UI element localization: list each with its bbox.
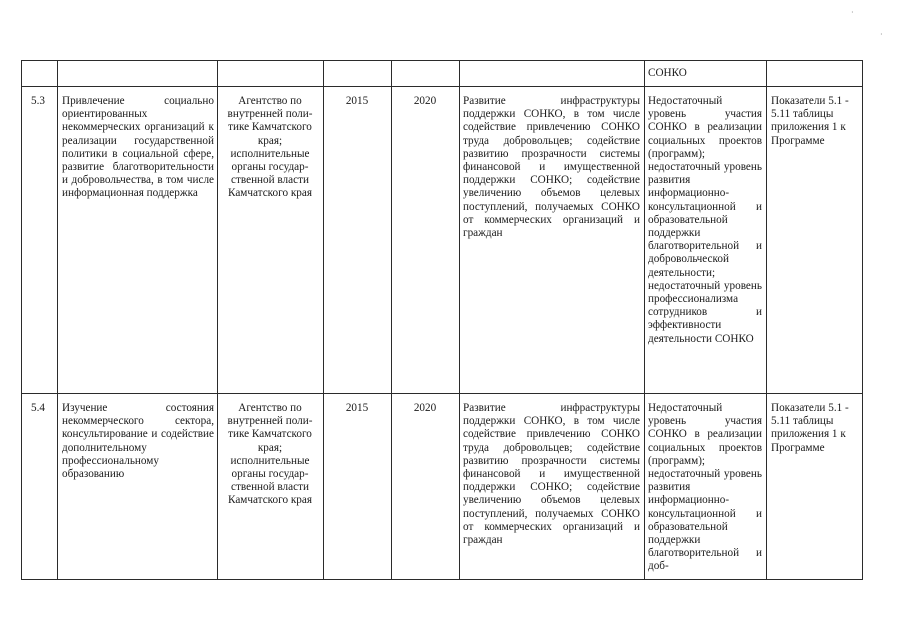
row-5-3-executor: Агентство по внутренней поли- тике Камчатского края; исполнительные органы государ- ственной власти Камчатского края bbox=[227, 95, 313, 200]
col-border-6 bbox=[644, 60, 645, 580]
row-5-3-start-year: 2015 bbox=[345, 95, 369, 107]
row-5-4-indicators: Показатели 5.1 - 5.11 таблицы приложения 1 к Программе bbox=[771, 402, 849, 454]
col-border-7 bbox=[766, 60, 767, 580]
row-border-top bbox=[21, 60, 863, 61]
program-table bbox=[21, 60, 863, 580]
row-5-3-number: 5.3 bbox=[31, 95, 45, 107]
row-5-4-start-year: 2015 bbox=[345, 402, 369, 414]
top-row-consequences: СОНКО bbox=[648, 67, 687, 79]
row-5-4-executor: Агентство по внутренней поли- тике Камчатского края; исполнительные органы государ- ственной власти Камчатского края bbox=[227, 402, 313, 507]
col-border-1 bbox=[57, 60, 58, 580]
col-border-4 bbox=[391, 60, 392, 580]
col-border-3 bbox=[323, 60, 324, 580]
row-5-3-indicators: Показатели 5.1 - 5.11 таблицы приложения 1 к Программе bbox=[771, 95, 849, 147]
row-5-4-consequences: Недостаточный уровень участия СОНКО в реализации социальных проектов (программ); недостаточный уровень развития информационно-консультационной и образовательной поддержки благотворительной и доб- bbox=[648, 402, 762, 572]
row-border-2 bbox=[21, 393, 863, 394]
col-border-5 bbox=[459, 60, 460, 580]
col-border-2 bbox=[217, 60, 218, 580]
row-border-bottom bbox=[21, 579, 863, 580]
row-5-3-end-year: 2020 bbox=[413, 95, 437, 107]
col-border-8 bbox=[862, 60, 863, 580]
row-5-3-consequences: Недостаточный уровень участия СОНКО в реализации социальных проектов (программ); недостаточный уровень развития информационно-консультационной и образовательной поддержки благотворительной и добровольческой деятельности; недостаточный уровень профессионализма сотрудников и эффективности деятельности СОНКО bbox=[648, 95, 762, 345]
row-5-4-result: Развитие инфраструктуры поддержки СОНКО, в том числе содействие привлечению СОНКО труда добровольцев; содействие развитию прозрачности системы финансовой и имущественной поддержки СОНКО; содействие увеличению объемов целевых поступлений, получаемых СОНКО от коммерческих организаций и граждан bbox=[463, 402, 640, 547]
row-5-4-end-year: 2020 bbox=[413, 402, 437, 414]
row-5-3-result: Развитие инфраструктуры поддержки СОНКО, в том числе содействие привлечению СОНКО труда добровольцев; содействие развитию прозрачности системы финансовой и имущественной поддержки СОНКО; содействие увеличению объемов целевых поступлений, получаемых СОНКО от коммерческих организаций и граждан bbox=[463, 95, 640, 240]
row-5-4-number: 5.4 bbox=[31, 402, 45, 414]
scan-speck: · bbox=[880, 30, 883, 39]
col-border-0 bbox=[21, 60, 22, 580]
row-border-1 bbox=[21, 86, 863, 87]
scan-speck: · bbox=[851, 8, 854, 17]
row-5-3-name: Привлечение социально ориентированных некоммерческих организаций к реализации государственной политики в социальной сфере, развитие благотворительности и добровольчества, в том числе информационная поддержка bbox=[62, 95, 214, 200]
row-5-4-name: Изучение состояния некоммерческого сектора, консультирование и содействие дополнительному профессиональному образованию bbox=[62, 402, 214, 481]
